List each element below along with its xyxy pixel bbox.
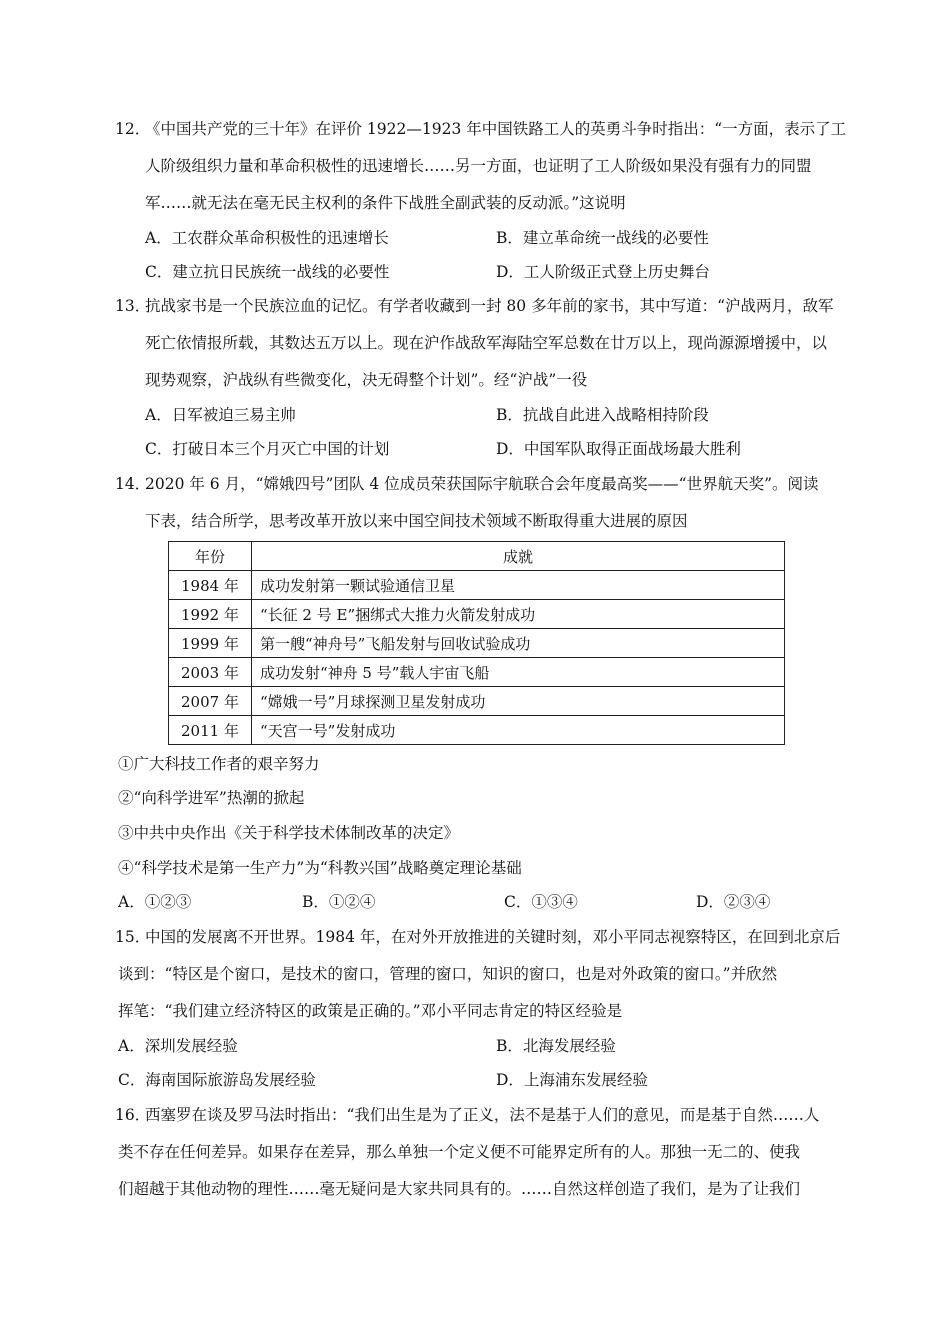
option-b: B．建立革命统一战线的必要性 — [496, 229, 709, 247]
statement-1: ①广大科技工作者的艰辛努力 — [118, 755, 320, 773]
option-d: D．工人阶级正式登上历史舞台 — [496, 263, 710, 281]
year-cell: 1999 年 — [169, 629, 252, 658]
option-c: C．打破日本三个月灭亡中国的计划 — [145, 440, 390, 458]
achievement-cell: “长征 2 号 E”捆绑式大推力火箭发射成功 — [252, 600, 785, 629]
table-row — [169, 629, 785, 658]
year-cell: 2003 年 — [169, 658, 252, 687]
table-row — [169, 600, 785, 629]
question-number: 16． — [115, 1106, 151, 1124]
option-c: C．①③④ — [504, 893, 578, 911]
achievement-cell: 成功发射“神舟 5 号”载人宇宙飞船 — [252, 658, 785, 687]
column-header-year: 年份 — [169, 542, 252, 571]
question-text-line: 抗战家书是一个民族泣血的记忆。有学者收藏到一封 80 多年前的家书，其中写道：“沪战两月，敌军 — [145, 297, 834, 315]
question-number: 14． — [115, 475, 151, 493]
achievement-cell: 第一艘“神舟号”飞船发射与回收试验成功 — [252, 629, 785, 658]
option-b: B．①②④ — [302, 893, 376, 911]
option-a: A．工农群众革命积极性的迅速增长 — [145, 229, 389, 247]
question-text-line: 西塞罗在谈及罗马法时指出：“我们出生是为了正义，法不是基于人们的意见，而是基于自然……人 — [145, 1106, 820, 1124]
table-row — [169, 687, 785, 716]
question-text-line: 军……就无法在毫无民主权利的条件下战胜全副武装的反动派。”这说明 — [145, 194, 626, 212]
question-text-line: 类不存在任何差异。如果存在差异，那么单独一个定义便不可能界定所有的人。那独一无二的、使我 — [118, 1143, 801, 1161]
option-c: C．建立抗日民族统一战线的必要性 — [145, 263, 390, 281]
achievement-cell: “嫦娥一号”月球探测卫星发射成功 — [252, 687, 785, 716]
option-b: B．北海发展经验 — [496, 1037, 616, 1055]
question-text-line: 中国的发展离不开世界。1984 年，在对外开放推进的关键时刻，邓小平同志视察特区，在回到北京后 — [145, 928, 841, 946]
question-number: 13． — [115, 297, 151, 315]
option-a: A．日军被迫三易主帅 — [145, 406, 296, 424]
table-row — [169, 716, 785, 745]
option-b: B．抗战自此进入战略相持阶段 — [496, 406, 709, 424]
year-cell: 2007 年 — [169, 687, 252, 716]
question-number: 15． — [115, 928, 151, 946]
option-d: D．②③④ — [696, 893, 771, 911]
year-cell: 2011 年 — [169, 716, 252, 745]
year-cell: 1984 年 — [169, 571, 252, 600]
option-d: D．中国军队取得正面战场最大胜利 — [496, 440, 741, 458]
question-text-line: 死亡依情报所载，其数达五万以上。现在沪作战敌军海陆空军总数在廿万以上，现尚源源增援中，以 — [145, 334, 828, 352]
option-a: A．深圳发展经验 — [118, 1037, 238, 1055]
column-header-achievement: 成就 — [252, 542, 785, 571]
statement-4: ④“科学技术是第一生产力”为“科教兴国”战略奠定理论基础 — [118, 859, 522, 877]
question-text-line: 现势观察，沪战纵有些微变化，决无碍整个计划”。经“沪战”一役 — [145, 371, 588, 389]
question-text-line: 谈到：“特区是个窗口，是技术的窗口，管理的窗口，知识的窗口，也是对外政策的窗口。”并欣然 — [118, 965, 778, 983]
table-header-row — [169, 542, 785, 571]
table-row — [169, 658, 785, 687]
achievement-cell: 成功发射第一颗试验通信卫星 — [252, 571, 785, 600]
option-a: A．①②③ — [118, 893, 192, 911]
question-text-line: 《中国共产党的三十年》在评价 1922—1923 年中国铁路工人的英勇斗争时指出：“一方面，表示了工 — [145, 120, 847, 138]
question-text-line: 们超越于其他动物的理性……毫无疑问是大家共同具有的。……自然这样创造了我们，是为了让我们 — [118, 1180, 801, 1198]
option-d: D．上海浦东发展经验 — [496, 1071, 648, 1089]
achievement-cell: “天宫一号”发射成功 — [252, 716, 785, 745]
question-text-line: 人阶级组织力量和革命积极性的迅速增长……另一方面，也证明了工人阶级如果没有强有力的同盟 — [145, 157, 812, 175]
question-text-line: 下表，结合所学，思考改革开放以来中国空间技术领域不断取得重大进展的原因 — [145, 512, 688, 530]
option-c: C．海南国际旅游岛发展经验 — [118, 1071, 316, 1089]
table-row — [169, 571, 785, 600]
statement-3: ③中共中央作出《关于科学技术体制改革的决定》 — [118, 824, 460, 842]
question-text-line: 挥笔：“我们建立经济特区的政策是正确的。”邓小平同志肯定的特区经验是 — [118, 1002, 623, 1020]
statement-2: ②“向科学进军”热潮的掀起 — [118, 789, 305, 807]
question-number: 12． — [115, 120, 151, 138]
year-cell: 1992 年 — [169, 600, 252, 629]
achievements-table — [168, 541, 785, 745]
question-text-line: 2020 年 6 月，“嫦娥四号”团队 4 位成员荣获国际宇航联合会年度最高奖——“世界航天奖”。阅读 — [145, 475, 819, 493]
